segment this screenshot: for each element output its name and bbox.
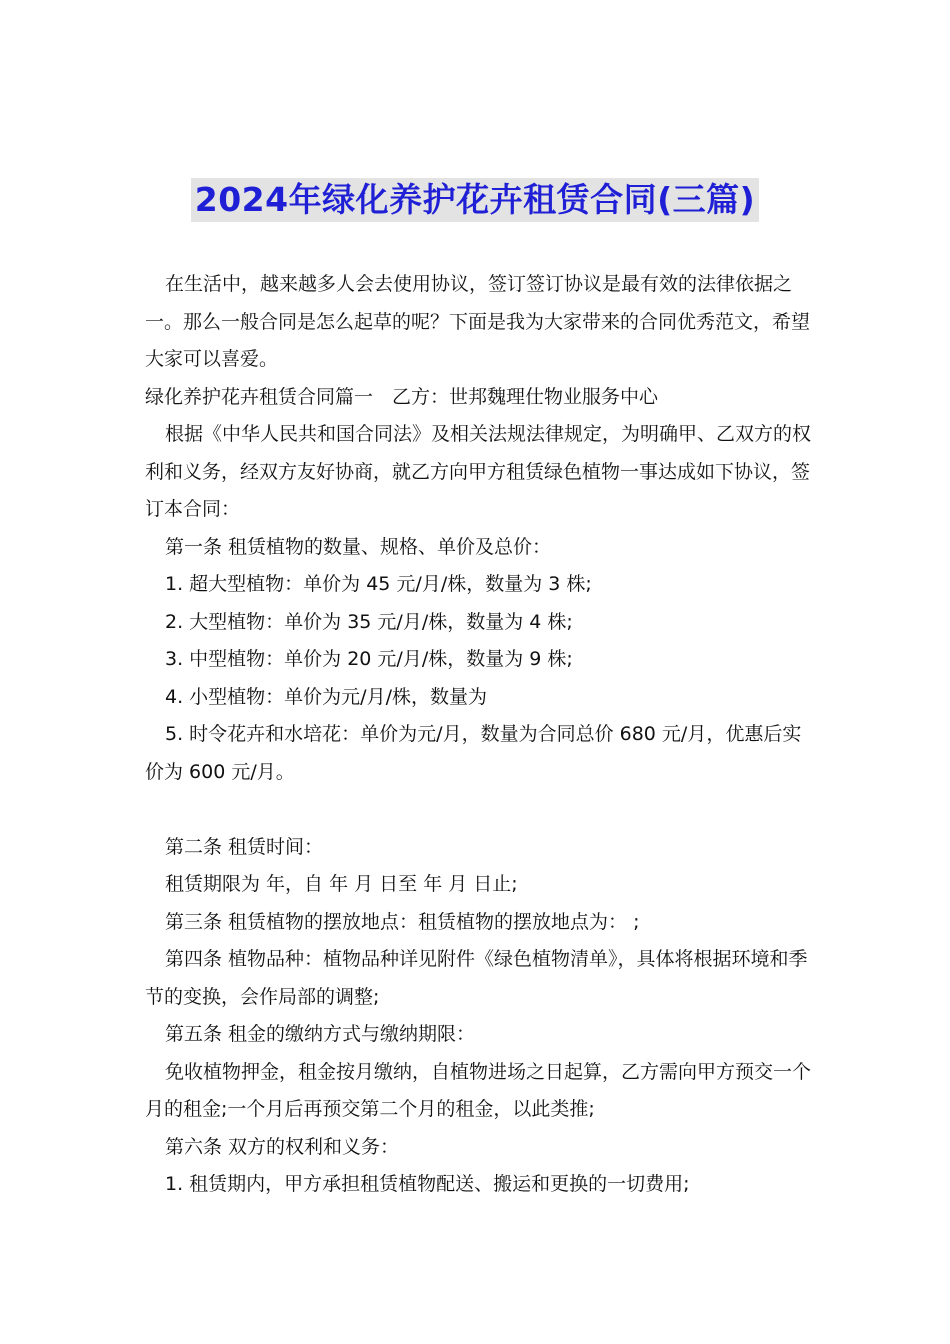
list-item-extra-large-plants: 1. 超大型植物：单价为 45 元/月/株，数量为 3 株; [165,573,592,595]
title-container [0,178,950,222]
article-two-heading: 第二条 租赁时间： [165,835,324,858]
document-title: 2024年绿化养护花卉租赁合同(三篇) [191,178,760,222]
section-heading-part-one: 绿化养护花卉租赁合同篇一 乙方：世邦魏理仕物业服务中心 [145,385,659,408]
article-one-heading: 第一条 租赁植物的数量、规格、单价及总价： [165,535,552,558]
article-three-paragraph: 第三条 租赁植物的摆放地点：租赁植物的摆放地点为： ; [165,910,640,933]
article-five-heading: 第五条 租金的缴纳方式与缴纳期限： [165,1023,476,1045]
preamble-paragraph: 根据《中华人民共和国合同法》及相关法规法律规定，为明确甲、乙双方的权利和义务，经双方友好协商，就乙方向甲方租赁绿色植物一事达成如下协议，签订本合同： [145,423,812,520]
article-six-heading: 第六条 双方的权利和义务： [165,1135,400,1158]
lease-term-paragraph: 租赁期限为 年，自 年 月 日至 年 月 日止; [165,873,518,895]
list-item-small-plants: 4. 小型植物：单价为元/月/株，数量为 [165,685,487,708]
list-item-medium-plants: 3. 中型植物：单价为 20 元/月/株，数量为 9 株; [165,648,573,670]
payment-terms-paragraph: 免收植物押金，租金按月缴纳，自植物进场之日起算，乙方需向甲方预交一个月的租金;一个月后再预交第二个月的租金，以此类推; [145,1060,812,1120]
list-item-large-plants: 2. 大型植物：单价为 35 元/月/株，数量为 4 株; [165,610,573,633]
blank-line [145,791,813,829]
intro-paragraph: 在生活中，越来越多人会去使用协议，签订签订协议是最有效的法律依据之一。那么一般合同是怎么起草的呢？下面是我为大家带来的合同优秀范文，希望大家可以喜爱。 [145,273,811,370]
document-body [145,266,813,1204]
rights-item-one: 1. 租赁期内，甲方承担租赁植物配送、搬运和更换的一切费用; [165,1173,690,1195]
article-four-paragraph: 第四条 植物品种：植物品种详见附件《绿色植物清单》，具体将根据环境和季节的变换，会作局部的调整; [145,948,808,1008]
list-item-seasonal-flowers: 5. 时令花卉和水培花：单价为元/月，数量为合同总价 680 元/月，优惠后实价为 600 元/月。 [145,723,802,783]
